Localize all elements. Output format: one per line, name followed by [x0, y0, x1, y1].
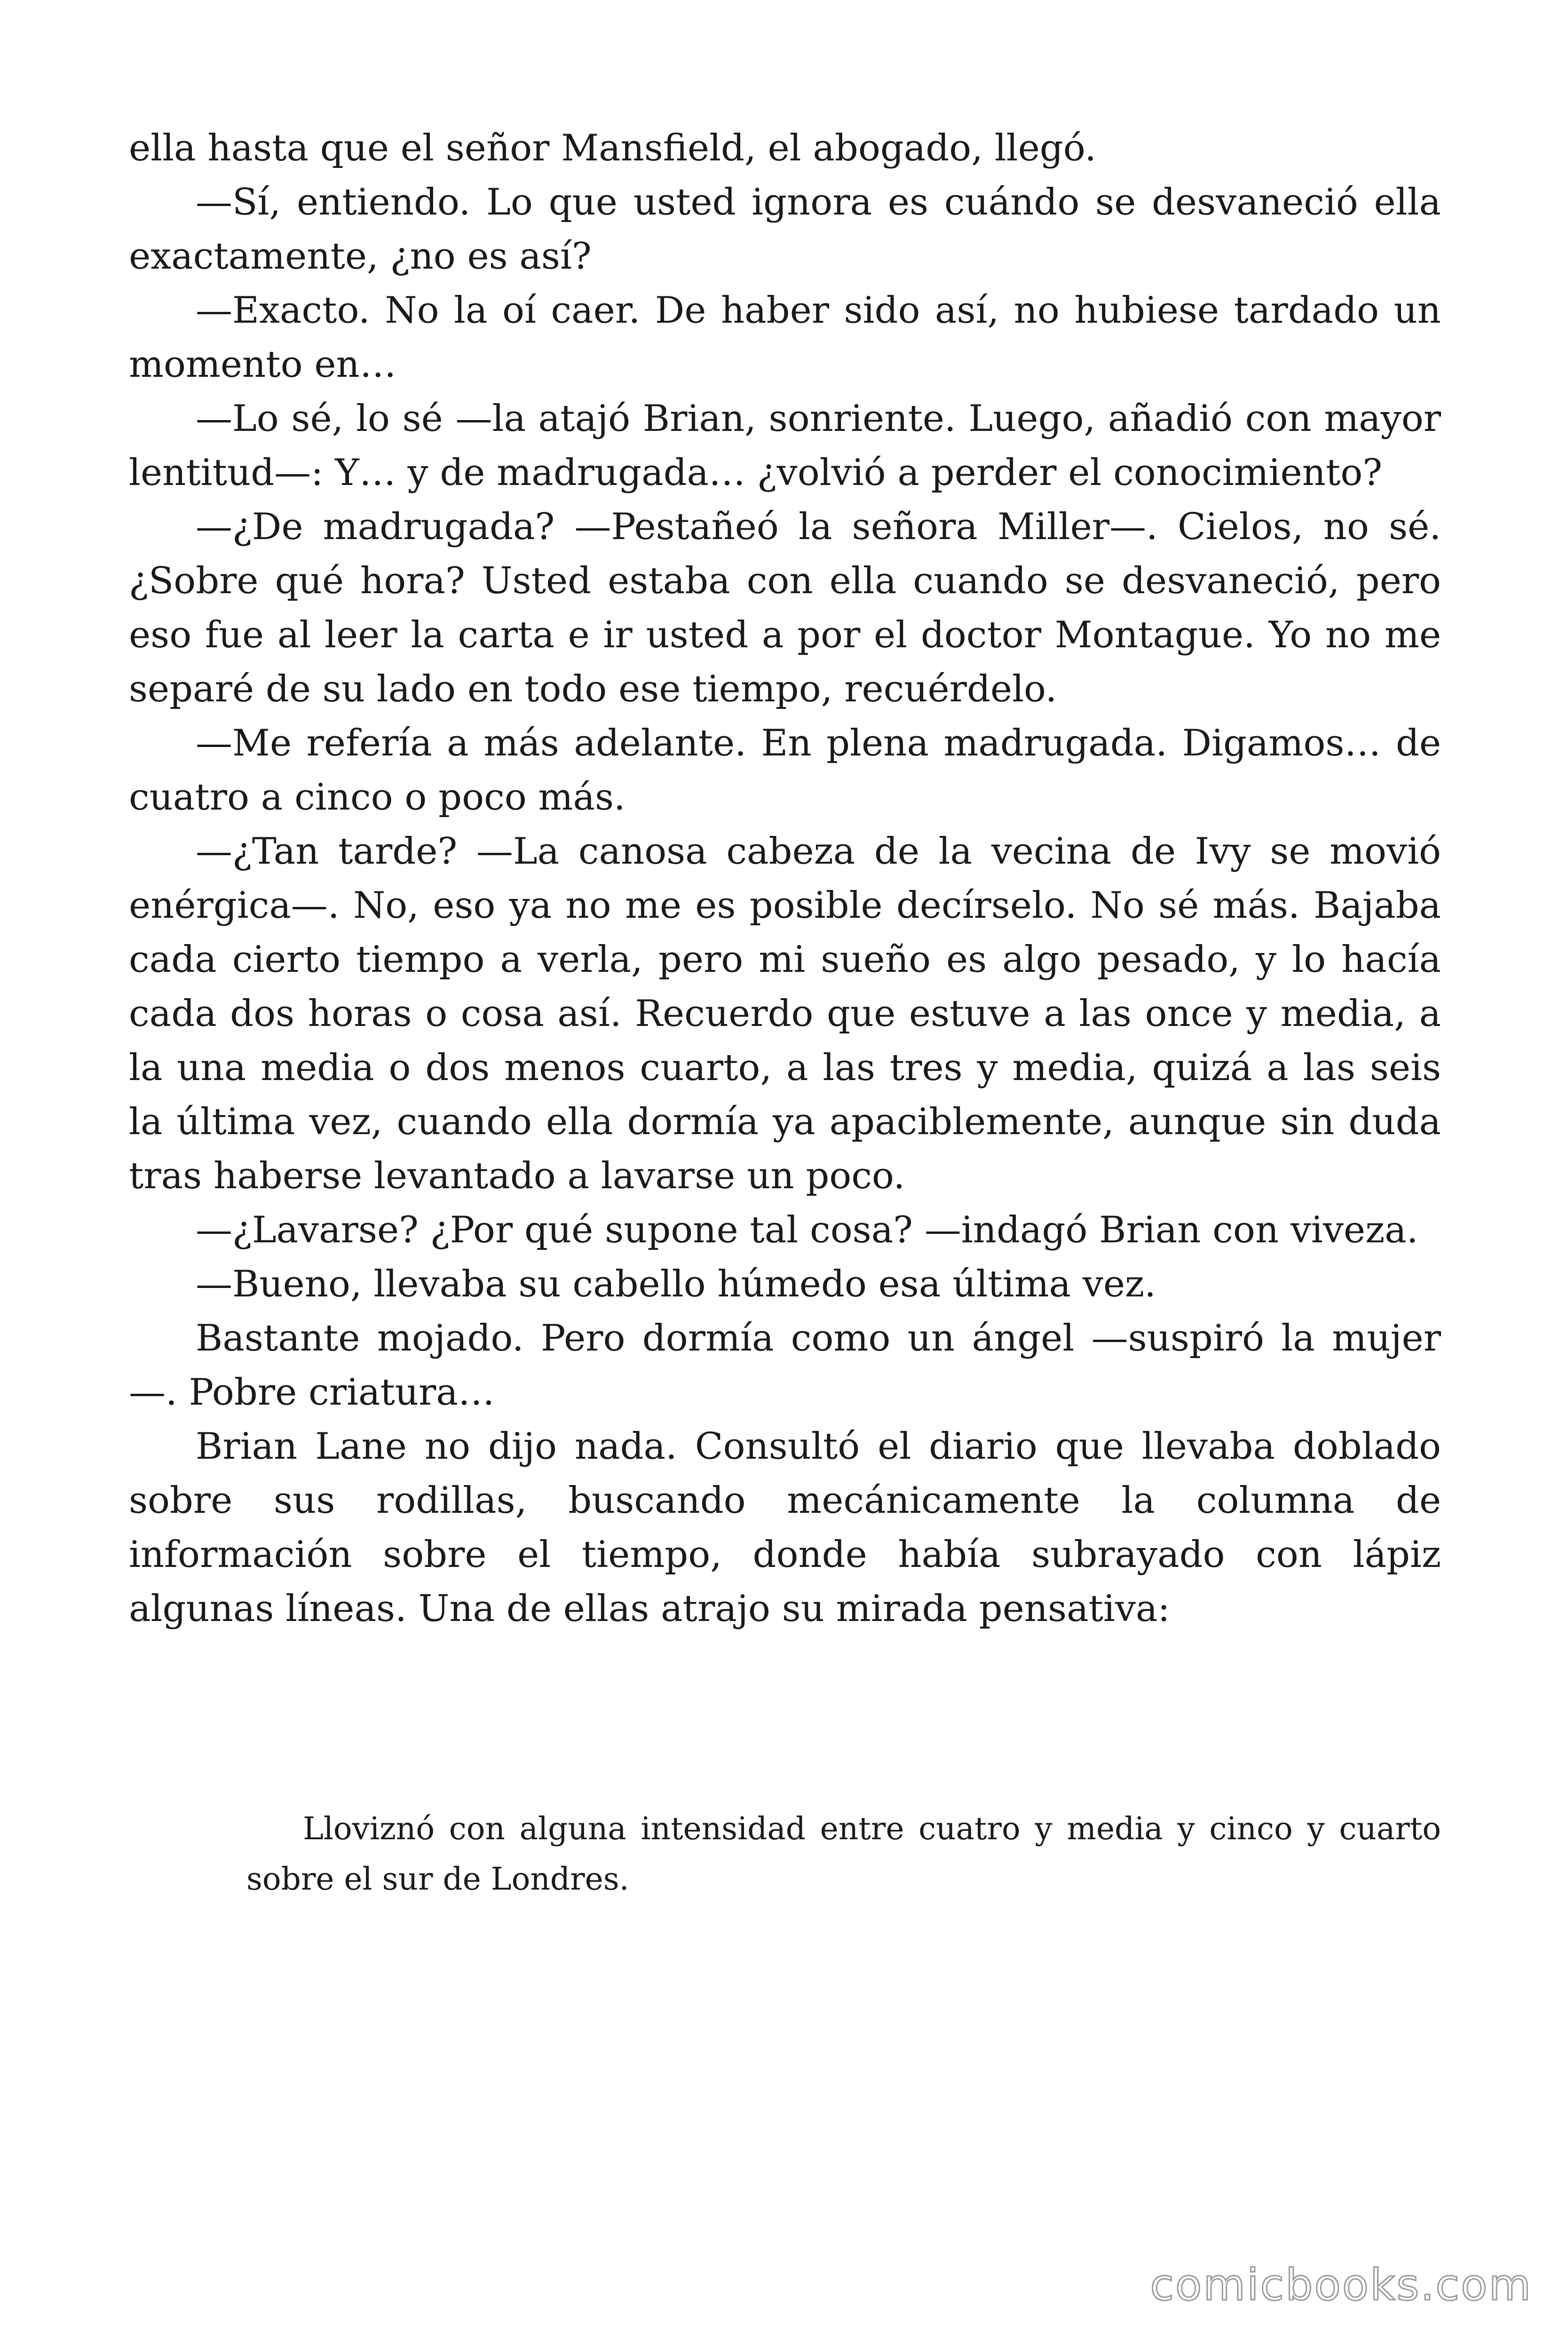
paragraph: —¿De madrugada? —Pestañeó la señora Miller—. Cielos, no sé. ¿Sobre qué hora? Usted estaba con ella cuando se desvaneció, pero eso fue al leer la carta e ir usted a por el doctor Montague. Yo no me separé de su lado en todo ese tiempo, recuérdelo.	[129, 506, 1441, 710]
paragraph: —Me refería a más adelante. En plena madrugada. Digamos… de cuatro a cinco o poco más.	[129, 722, 1441, 818]
paragraph: —Exacto. No la oí caer. De haber sido así, no hubiese tardado un momento en…	[129, 289, 1441, 386]
paragraph: —Lo sé, lo sé —la atajó Brian, sonriente. Luego, añadió con mayor lentitud—: Y… y de madrugada… ¿volvió a perder el conocimiento?	[129, 397, 1441, 494]
paragraph: Brian Lane no dijo nada. Consultó el diario que llevaba doblado sobre sus rodillas, buscando mecánicamente la columna de información sobre el tiempo, donde había subrayado con lápiz algunas líneas. Una de ellas atrajo su mirada pensativa:	[129, 1425, 1441, 1630]
paragraph: Bastante mojado. Pero dormía como un ángel —suspiró la mujer —. Pobre criatura…	[129, 1317, 1441, 1414]
quote-text: Lloviznó con alguna intensidad entre cuatro y media y cinco y cuarto sobre el sur de Londres.	[246, 1811, 1441, 1897]
paragraph: —¿Lavarse? ¿Por qué supone tal cosa? —indagó Brian con viveza.	[196, 1209, 1418, 1251]
paragraph: —Sí, entiendo. Lo que usted ignora es cuándo se desvaneció ella exactamente, ¿no es así?	[129, 181, 1441, 278]
block-quote	[246, 1804, 1441, 1904]
paragraph: ella hasta que el señor Mansfield, el abogado, llegó.	[129, 127, 1097, 169]
paragraph: —¿Tan tarde? —La canosa cabeza de la vecina de Ivy se movió enérgica—. No, eso ya no me es posible decírselo. No sé más. Bajaba cada cierto tiempo a verla, pero mi sueño es algo pesado, y lo hacía cada dos horas o cosa así. Recuerdo que estuve a las once y media, a la una media o dos menos cuarto, a las tres y media, quizá a las seis la última vez, cuando ella dormía ya apaciblemente, aunque sin duda tras haberse levantado a lavarse un poco.	[129, 830, 1441, 1197]
body-text	[129, 121, 1441, 1636]
paragraph: —Bueno, llevaba su cabello húmedo esa última vez.	[196, 1263, 1156, 1305]
watermark-logo: comicbooks.com	[1150, 2260, 1532, 2310]
